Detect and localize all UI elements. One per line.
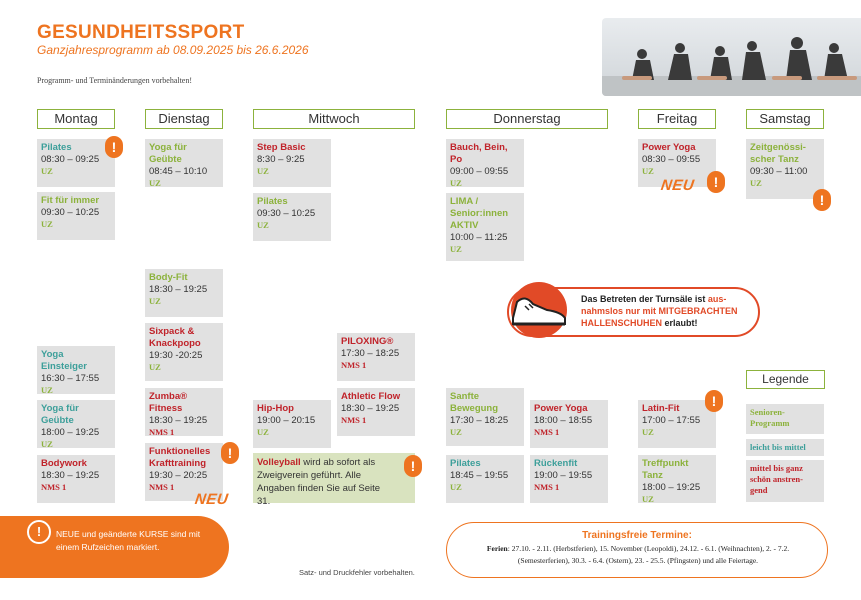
course-location: UZ: [750, 178, 762, 188]
course-time: 18:30 – 19:25: [149, 284, 208, 295]
course-name: Bodywork: [41, 458, 87, 469]
exclamation-icon: !: [705, 390, 723, 412]
course-name: Body-Fit: [149, 272, 188, 283]
course-time: 08:30 – 09:55: [642, 154, 701, 165]
course-card: [37, 192, 115, 240]
course-card: [530, 455, 608, 503]
course-location: NMS 1: [149, 427, 175, 437]
holidays-text: [462, 543, 814, 567]
course-time: 16:30 – 17:55: [41, 373, 100, 384]
course-time: 19:00 – 20:15: [257, 415, 316, 426]
course-card: [145, 323, 223, 381]
course-name: Treffpunkt Tanz: [642, 458, 689, 481]
course-name: Bauch, Bein, Po: [450, 142, 508, 165]
course-card: [37, 346, 115, 394]
course-time: 09:30 – 10:25: [257, 208, 316, 219]
course-time: 18:00 – 19:25: [642, 482, 701, 493]
legend-item: [746, 439, 824, 456]
course-time: 18:30 – 19:25: [41, 470, 100, 481]
stretching-group-photo: [602, 18, 861, 96]
course-location: UZ: [257, 166, 269, 176]
course-location: NMS 1: [41, 482, 67, 492]
day-header-freitag: Freitag: [638, 109, 716, 129]
course-name: Latin-Fit: [642, 403, 680, 414]
course-card: [253, 193, 331, 241]
volleyball-text: wird ab sofort als Zweigverein geführt. Alle Angaben finden Sie auf Seite 31.: [257, 457, 381, 507]
course-time: 09:30 – 10:25: [41, 207, 100, 218]
course-card: [253, 139, 331, 187]
day-header-mittwoch: Mittwoch: [253, 109, 415, 129]
course-time: 08:30 – 09:25: [41, 154, 100, 165]
holidays-label: Ferien: [486, 544, 508, 553]
neu-badge: NEU: [659, 177, 696, 194]
course-card: [253, 400, 331, 448]
legend-item: [746, 404, 824, 434]
course-name: PILOXING®: [341, 336, 394, 347]
course-card: [446, 193, 524, 261]
course-name: Pilates: [450, 458, 481, 469]
day-header-samstag: Samstag: [746, 109, 824, 129]
course-time: 8:30 – 9:25: [257, 154, 305, 165]
course-time: 18:00 – 18:55: [534, 415, 593, 426]
course-card: [638, 455, 716, 503]
course-time: 18:45 – 19:55: [450, 470, 509, 481]
course-location: UZ: [450, 427, 462, 437]
holidays-dates: : 27.10. - 2.11. (Herbstferien), 15. November (Leopoldi), 24.12. - 6.1. (Weihnachten), 2. - 7.2. (Semesterferien), 30.3. - 6.4. (Ostern), 23. - 25.5. (Pfingsten) und alle Feiertage.: [507, 544, 790, 565]
volleyball-note: [253, 453, 415, 507]
course-name: Sixpack & Knackpopo: [149, 326, 201, 349]
course-location: UZ: [149, 362, 161, 372]
course-location: UZ: [41, 385, 53, 395]
course-time: 17:00 – 17:55: [642, 415, 701, 426]
course-card: [446, 388, 524, 446]
course-location: UZ: [149, 296, 161, 306]
course-location: UZ: [450, 244, 462, 254]
course-time: 09:00 – 09:55: [450, 166, 509, 177]
course-time: 08:45 – 10:10: [149, 166, 208, 177]
volleyball-label: Volleyball: [257, 457, 301, 468]
course-name: Pilates: [41, 142, 72, 153]
course-name: Step Basic: [257, 142, 306, 153]
course-location: UZ: [41, 439, 53, 449]
course-name: Power Yoga: [534, 403, 588, 414]
course-card: [746, 139, 824, 199]
course-name: Zeitgenössi- scher Tanz: [750, 142, 806, 165]
course-name: Rückenfit: [534, 458, 578, 469]
course-name: Hip-Hop: [257, 403, 294, 414]
page-subtitle: Ganzjahresprogramm ab 08.09.2025 bis 26.6.2026: [37, 43, 309, 57]
new-courses-text: NEUE und geänderte KURSE sind mit einem Rufzeichen markiert.: [56, 529, 201, 552]
course-time: 09:30 – 11:00: [750, 166, 808, 177]
course-name: Yoga für Geübte: [41, 403, 79, 426]
notice-part2: aus-nahmslos nur mit MITGEBRACHTEN HALLENSCHUHEN: [581, 294, 738, 328]
course-name: Sanfte Bewegung: [450, 391, 499, 414]
holidays-title: Trainingsfreie Termine:: [582, 530, 692, 541]
course-name: Athletic Flow: [341, 391, 401, 402]
change-disclaimer: Programm- und Terminänderungen vorbehalten!: [37, 76, 193, 85]
course-time: 19:00 – 19:55: [534, 470, 593, 481]
exclamation-icon: !: [105, 136, 123, 158]
course-time: 17:30 – 18:25: [341, 348, 400, 359]
print-error-disclaimer: Satz- und Druckfehler vorbehalten.: [299, 568, 415, 577]
course-time: 19:30 -20:25: [149, 350, 203, 361]
course-name: Fit für immer: [41, 195, 100, 206]
course-location: UZ: [642, 427, 654, 437]
course-location: NMS 1: [341, 415, 367, 425]
course-location: UZ: [450, 482, 462, 492]
course-name: Zumba® Fitness: [149, 391, 188, 414]
day-header-donnerstag: Donnerstag: [446, 109, 608, 129]
course-location: UZ: [149, 178, 161, 188]
day-header-montag: Montag: [37, 109, 115, 129]
course-name: Yoga Einsteiger: [41, 349, 87, 372]
exclamation-icon: !: [707, 171, 725, 193]
course-time: 18:30 – 19:25: [341, 403, 400, 414]
course-name: Pilates: [257, 196, 288, 207]
legend-hard: mittel bis ganz schön anstren- gend: [750, 463, 803, 495]
sneaker-icon: [503, 280, 575, 340]
course-card: [37, 400, 115, 448]
course-time: 18:00 – 19:25: [41, 427, 100, 438]
neu-badge: NEU: [193, 491, 230, 508]
course-card: [37, 455, 115, 503]
exclamation-icon: !: [404, 455, 422, 477]
course-time: 19:30 – 20:25: [149, 470, 208, 481]
legend-item: [746, 460, 824, 502]
course-location: UZ: [41, 166, 53, 176]
course-location: NMS 1: [149, 482, 175, 492]
course-location: UZ: [257, 427, 269, 437]
course-card: [638, 400, 716, 448]
course-card: [37, 139, 115, 187]
legend-easy: leicht bis mittel: [750, 442, 806, 452]
legend-title: Legende: [746, 370, 825, 389]
course-location: NMS 1: [341, 360, 367, 370]
day-header-dienstag: Dienstag: [145, 109, 223, 129]
course-location: UZ: [450, 178, 462, 188]
course-card: [145, 388, 223, 436]
course-card: [446, 455, 524, 503]
course-location: UZ: [642, 494, 654, 504]
course-name: Power Yoga: [642, 142, 696, 153]
course-card: [337, 333, 415, 381]
course-location: UZ: [41, 219, 53, 229]
course-card: [337, 388, 415, 436]
course-time: 10:00 – 11:25: [450, 232, 508, 243]
exclamation-icon: !: [27, 520, 51, 544]
course-location: NMS 1: [534, 482, 560, 492]
course-card: [145, 139, 223, 187]
course-location: NMS 1: [534, 427, 560, 437]
course-name: Funktionelles Krafttraining: [149, 446, 211, 469]
notice-part3: erlaubt!: [662, 318, 698, 328]
page-title: GESUNDHEITSSPORT: [37, 22, 245, 43]
course-time: 17:30 – 18:25: [450, 415, 509, 426]
course-location: UZ: [257, 220, 269, 230]
legend-senior: Senioren- Programm: [750, 407, 790, 428]
exclamation-icon: !: [813, 189, 831, 211]
exclamation-icon: !: [221, 442, 239, 464]
course-card: [446, 139, 524, 187]
course-card: [145, 269, 223, 317]
notice-part1: Das Betreten der Turnsäle ist: [581, 294, 708, 304]
course-time: 18:30 – 19:25: [149, 415, 208, 426]
hall-shoe-notice-text: [581, 293, 756, 329]
course-name: Yoga für Geübte: [149, 142, 187, 165]
course-name: LIMA / Senior:innen AKTIV: [450, 196, 509, 231]
course-card: [530, 400, 608, 448]
course-location: UZ: [642, 166, 654, 176]
